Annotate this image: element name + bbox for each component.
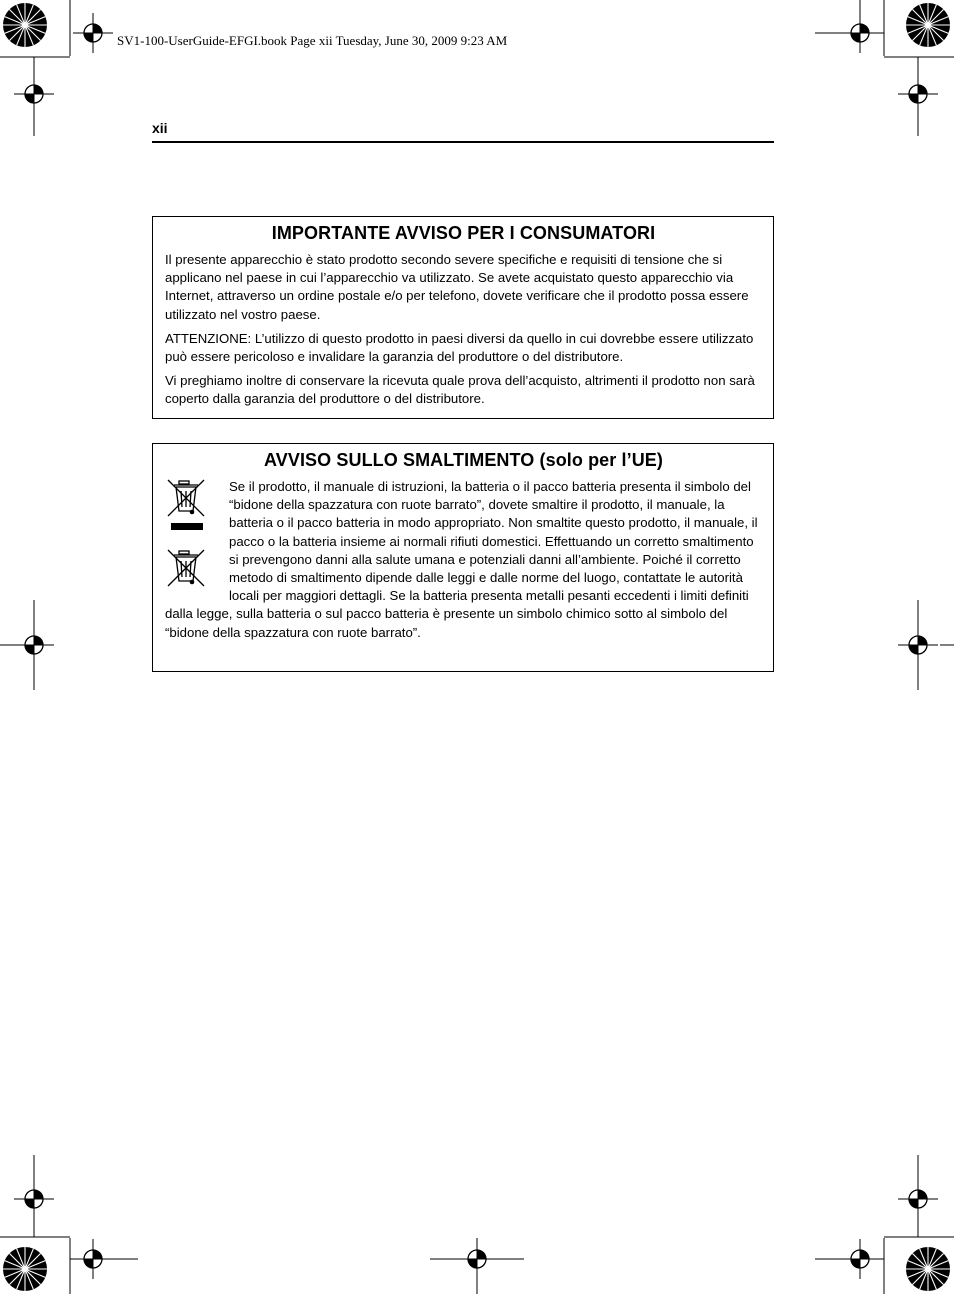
book-slug: SV1-100-UserGuide-EFGI.book Page xii Tuesday, June 30, 2009 9:23 AM [117,33,508,48]
consumer-notice-paragraph-2: ATTENZIONE: L’utilizzo di questo prodotto in paesi diversi da quello in cui dovrebbe essere utilizzato può essere pericoloso e invalidare la garanzia del produttore o del distributore. [165,330,754,365]
consumer-notice-paragraph-1: Il presente apparecchio è stato prodotto secondo severe specifiche e requisiti di tensione che si applicano nel paese in cui l’apparecchio va utilizzato. Se avete acquistato questo apparecchio via Internet, attraverso un ordine postale e/o per telefono, dovete verificare che il prodotto possa essere utilizzato nel vostro paese. [165,252,749,322]
consumer-notice-box [152,216,774,419]
disposal-notice-title: AVVISO SULLO SMALTIMENTO (solo per l’UE) [263,450,663,470]
disposal-notice-text: Se il prodotto, il manuale di istruzioni, la batteria o il pacco batteria presenta il simbolo del “bidone della spazzatura con ruote barrato”, dovete smaltire il prodotto, il manuale, la batteria o il pacco batteria in modo appropriato. Non smaltite questo prodotto, il manuale, il pacco o la batteria insieme ai normali rifiuti domestici. Effettuando un corretto smaltimento si prevengono danni alla salute umana e potenziali danni all’ambiente. Poiché il corretto metodo di smaltimento dipende dalle leggi e dalle norme del luogo, contattate le autorità locali per maggiori dettagli. Se la batteria presenta metalli pesanti eccedenti i limiti definiti dalla legge, sulla batteria o sul pacco batteria è presente un simbolo chimico sotto al simbolo del “bidone della spazzatura con ruote barrato”. [165,479,758,640]
crossed-out-wheelie-bin-icon [165,548,209,592]
disposal-notice-box [152,443,774,672]
disposal-icons [165,478,213,592]
consumer-notice-title: IMPORTANTE AVVISO PER I CONSUMATORI [271,223,656,243]
crossed-out-wheelie-bin-with-bar-icon [165,478,209,536]
consumer-notice-paragraph-3: Vi preghiamo inoltre di conservare la ricevuta quale prova dell’acquisto, altrimenti il prodotto non sarà coperto dalla garanzia del produttore o del distributore. [165,373,755,407]
header-rule [152,141,774,143]
page-number: xii [152,120,168,136]
